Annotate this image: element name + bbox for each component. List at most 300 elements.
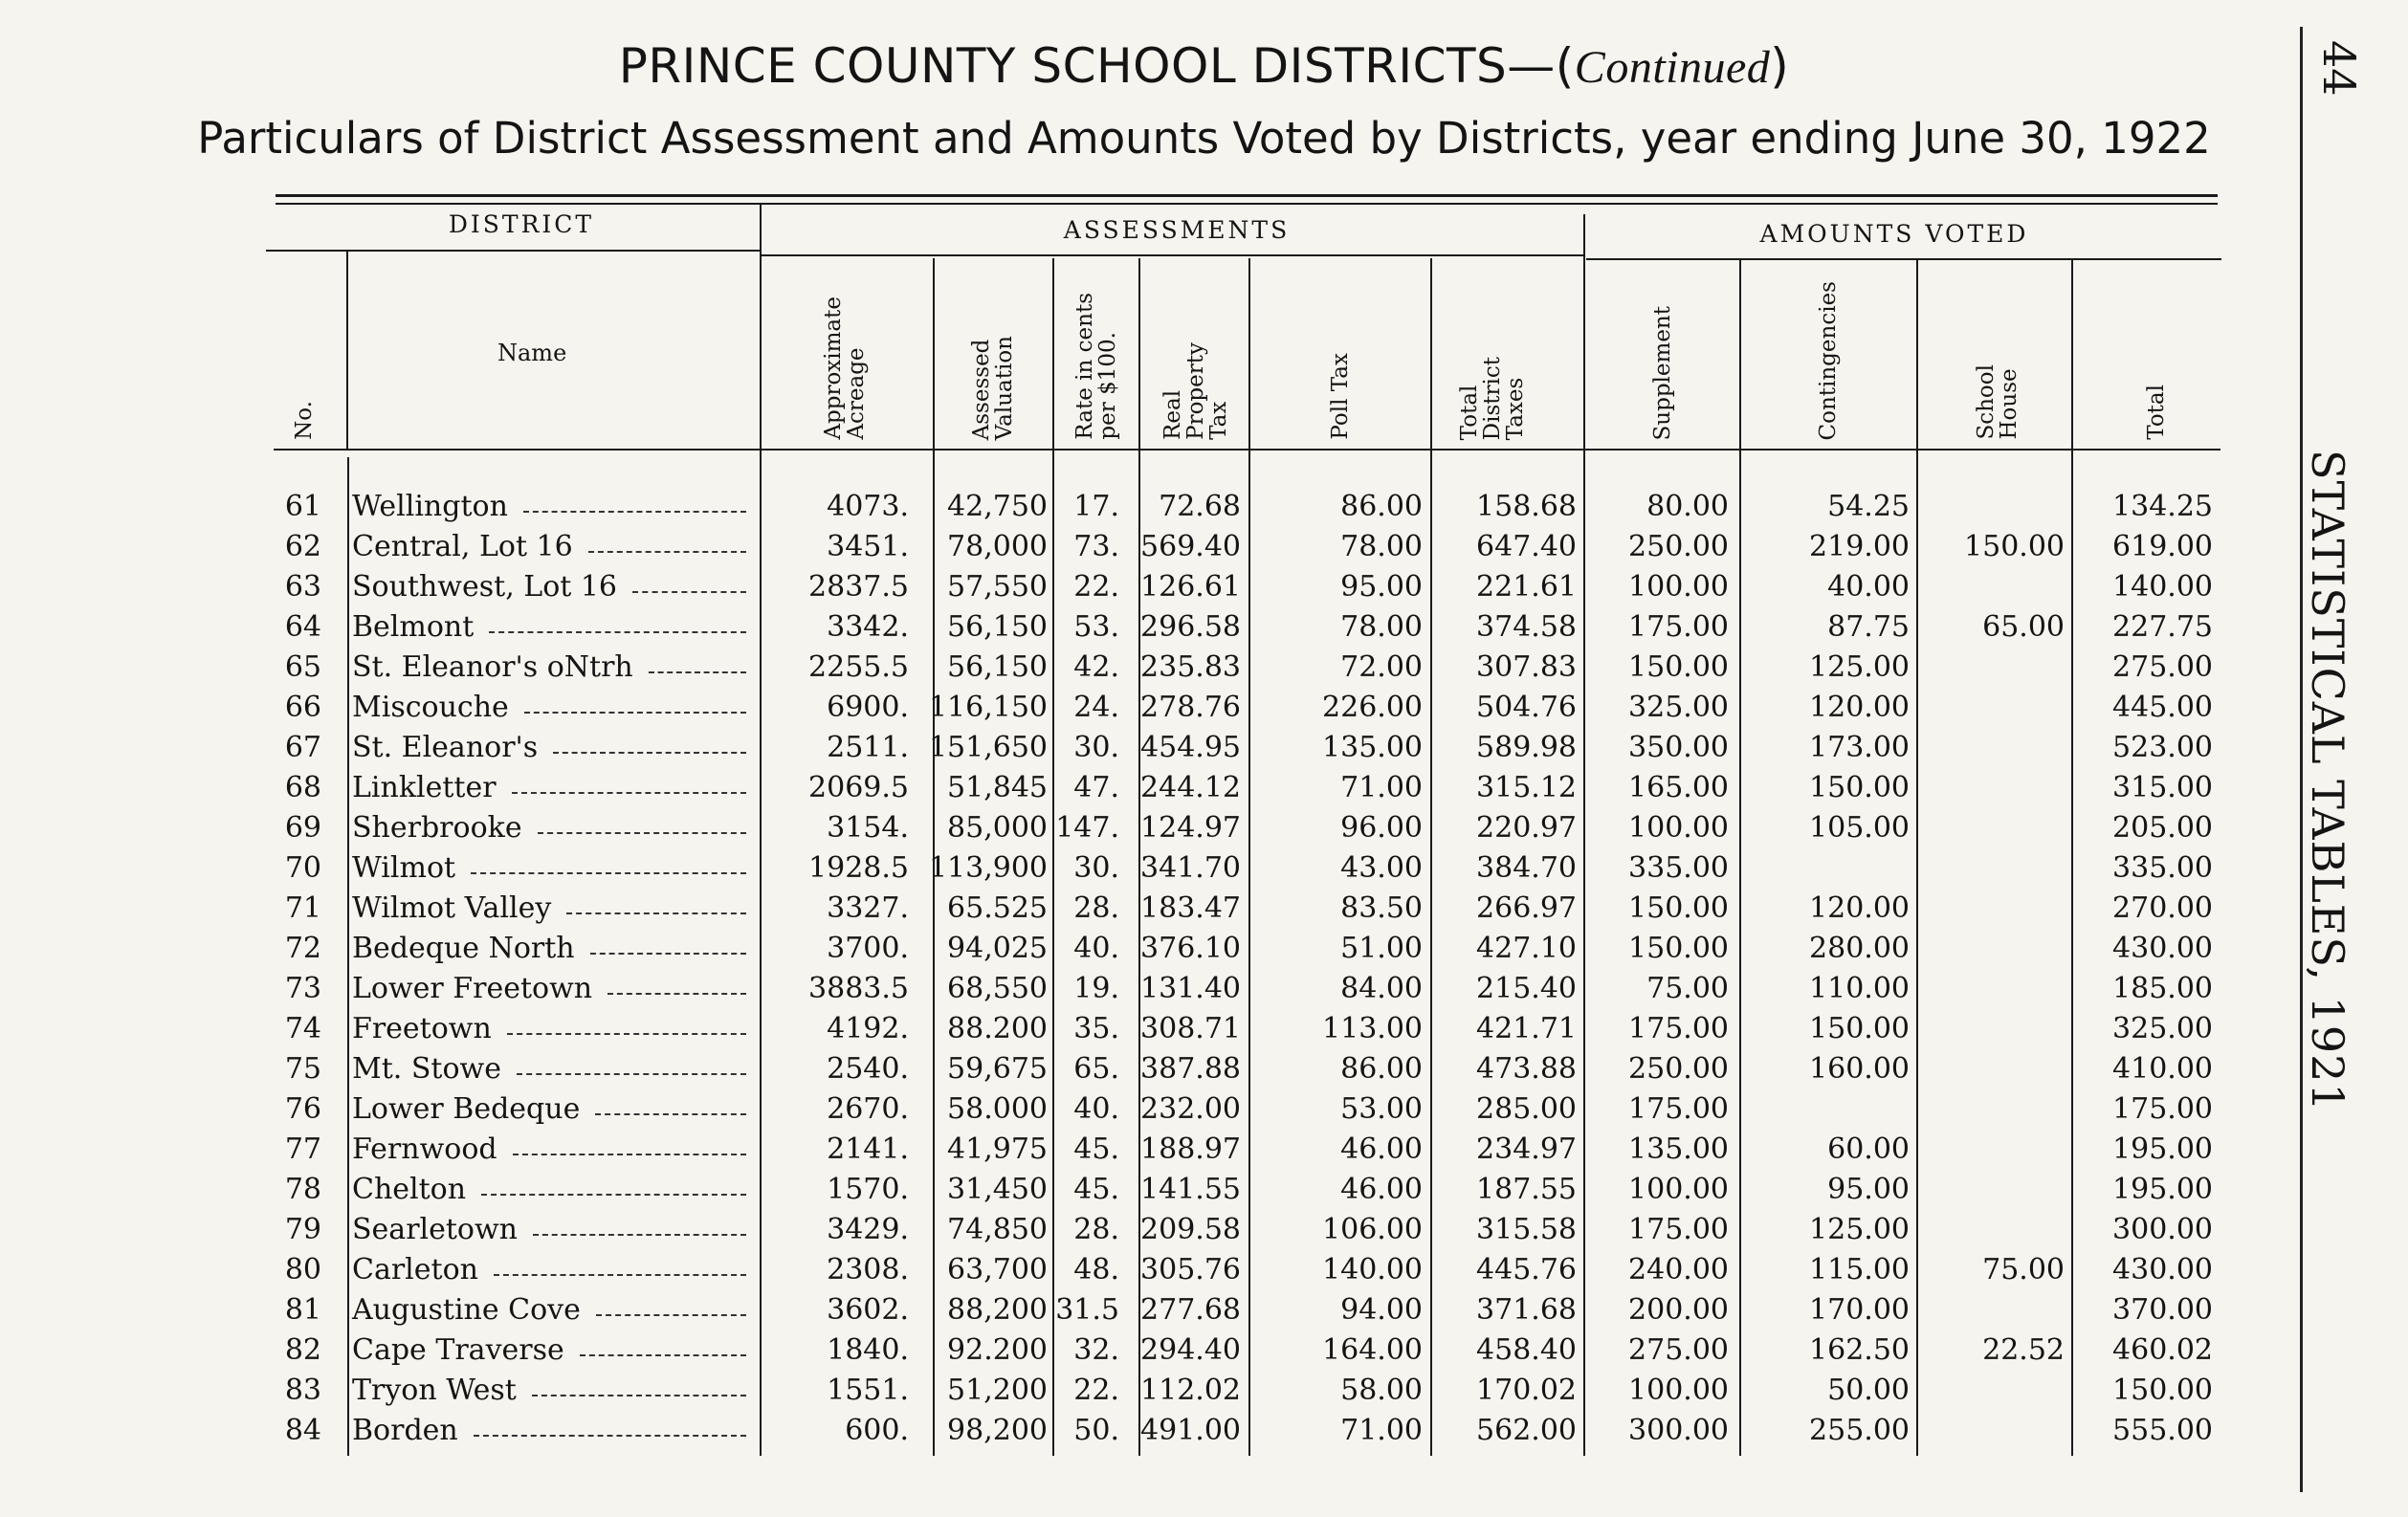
acreage-cell: 2255.5 xyxy=(808,650,909,684)
leader-dashes xyxy=(533,1234,746,1236)
table-row xyxy=(0,932,2296,972)
real-tax-cell: 232.00 xyxy=(1140,1092,1241,1126)
real-tax-cell: 141.55 xyxy=(1140,1173,1241,1206)
district-name: Cape Traverse xyxy=(352,1333,564,1367)
total-taxes-cell: 421.71 xyxy=(1476,1012,1577,1045)
acreage-cell: 2511. xyxy=(827,731,909,764)
district-name: Tryon West xyxy=(352,1374,517,1407)
row-number: 63 xyxy=(284,570,321,604)
col-header-supplement: Supplement xyxy=(1650,305,1675,440)
total-cell: 325.00 xyxy=(2112,1012,2213,1045)
acreage-cell: 3429. xyxy=(827,1213,909,1246)
valuation-cell: 51,200 xyxy=(947,1374,1048,1407)
valuation-cell: 56,150 xyxy=(947,650,1048,684)
supplement-cell: 75.00 xyxy=(1646,972,1729,1005)
acreage-cell: 3327. xyxy=(827,891,909,925)
leader-dashes xyxy=(523,511,746,513)
real-tax-cell: 491.00 xyxy=(1140,1414,1241,1447)
supplement-cell: 150.00 xyxy=(1628,650,1729,684)
table-row xyxy=(0,610,2296,650)
table-row xyxy=(0,1012,2296,1052)
total-cell: 227.75 xyxy=(2112,610,2213,644)
district-name: Miscouche xyxy=(352,691,509,724)
row-number: 78 xyxy=(284,1173,321,1206)
supplement-cell: 335.00 xyxy=(1628,851,1729,885)
poll-tax-cell: 72.00 xyxy=(1340,650,1423,684)
acreage-cell: 1840. xyxy=(827,1333,909,1367)
total-cell: 523.00 xyxy=(2112,731,2213,764)
valuation-cell: 63,700 xyxy=(947,1253,1048,1286)
contingencies-cell: 219.00 xyxy=(1809,530,1910,563)
leader-dashes xyxy=(580,1354,746,1356)
rate-cell: 47. xyxy=(1073,771,1119,804)
school-house-cell: 22.52 xyxy=(1982,1333,2065,1367)
supplement-cell: 150.00 xyxy=(1628,891,1729,925)
total-taxes-cell: 504.76 xyxy=(1476,691,1577,724)
real-tax-cell: 387.88 xyxy=(1140,1052,1241,1086)
supplement-cell: 165.00 xyxy=(1628,771,1729,804)
supplement-cell: 250.00 xyxy=(1628,530,1729,563)
contingencies-cell: 40.00 xyxy=(1827,570,1910,604)
row-number: 80 xyxy=(284,1253,321,1286)
row-number: 79 xyxy=(284,1213,321,1246)
contingencies-cell: 150.00 xyxy=(1809,1012,1910,1045)
district-name: Lower Freetown xyxy=(352,972,593,1005)
contingencies-cell: 150.00 xyxy=(1809,771,1910,804)
table-row xyxy=(0,570,2296,610)
district-name: Central, Lot 16 xyxy=(352,530,573,563)
total-taxes-cell: 384.70 xyxy=(1476,851,1577,885)
col-divider xyxy=(346,251,348,450)
row-number: 65 xyxy=(284,650,321,684)
poll-tax-cell: 46.00 xyxy=(1340,1173,1423,1206)
leader-dashes xyxy=(538,832,746,834)
row-number: 77 xyxy=(284,1132,321,1166)
group-district: DISTRICT xyxy=(448,210,595,238)
real-tax-cell: 112.02 xyxy=(1140,1374,1241,1407)
row-number: 73 xyxy=(284,972,321,1005)
acreage-cell: 3451. xyxy=(827,530,909,563)
acreage-cell: 4073. xyxy=(827,490,909,523)
acreage-cell: 3342. xyxy=(827,610,909,644)
assessments-group-rule xyxy=(762,254,1584,256)
row-number: 83 xyxy=(284,1374,321,1407)
rate-cell: 147. xyxy=(1055,811,1119,845)
table-row xyxy=(0,1132,2296,1173)
valuation-cell: 98,200 xyxy=(947,1414,1048,1447)
row-number: 68 xyxy=(284,771,321,804)
real-tax-cell: 569.40 xyxy=(1140,530,1241,563)
acreage-cell: 3602. xyxy=(827,1293,909,1327)
title-close: ) xyxy=(1770,38,1790,94)
table-row xyxy=(0,1333,2296,1374)
group-amounts-voted: AMOUNTS VOTED xyxy=(1759,220,2029,248)
leader-dashes xyxy=(512,792,746,794)
col-header-rate-wrap xyxy=(1070,268,1127,440)
table-row xyxy=(0,490,2296,530)
col-header-rate: Rate in cents per $100. xyxy=(1072,293,1120,440)
real-tax-cell: 183.47 xyxy=(1140,891,1241,925)
col-header-real-property-tax: Real Property Tax xyxy=(1160,342,1231,440)
leader-dashes xyxy=(524,712,746,714)
total-taxes-cell: 215.40 xyxy=(1476,972,1577,1005)
col-header-supplement-wrap xyxy=(1647,277,1686,440)
total-taxes-cell: 647.40 xyxy=(1476,530,1577,563)
total-cell: 445.00 xyxy=(2112,691,2213,724)
table-row xyxy=(0,1293,2296,1333)
rate-cell: 30. xyxy=(1073,731,1119,764)
leader-dashes xyxy=(588,551,746,553)
valuation-cell: 68,550 xyxy=(947,972,1048,1005)
real-tax-cell: 278.76 xyxy=(1140,691,1241,724)
total-cell: 619.00 xyxy=(2112,530,2213,563)
supplement-cell: 100.00 xyxy=(1628,1374,1729,1407)
page-title xyxy=(0,38,2408,94)
poll-tax-cell: 43.00 xyxy=(1340,851,1423,885)
table-row xyxy=(0,1414,2296,1454)
rate-cell: 22. xyxy=(1073,570,1119,604)
contingencies-cell: 115.00 xyxy=(1809,1253,1910,1286)
row-number: 64 xyxy=(284,610,321,644)
total-taxes-cell: 473.88 xyxy=(1476,1052,1577,1086)
total-taxes-cell: 445.76 xyxy=(1476,1253,1577,1286)
valuation-cell: 58.000 xyxy=(947,1092,1048,1126)
district-name: St. Eleanor's oNtrh xyxy=(352,650,633,684)
rate-cell: 50. xyxy=(1073,1414,1119,1447)
poll-tax-cell: 164.00 xyxy=(1322,1333,1423,1367)
row-number: 62 xyxy=(284,530,321,563)
supplement-cell: 175.00 xyxy=(1628,1213,1729,1246)
valuation-cell: 51,845 xyxy=(947,771,1048,804)
total-cell: 195.00 xyxy=(2112,1132,2213,1166)
poll-tax-cell: 53.00 xyxy=(1340,1092,1423,1126)
leader-dashes xyxy=(471,872,746,874)
total-cell: 185.00 xyxy=(2112,972,2213,1005)
district-name: Mt. Stowe xyxy=(352,1052,501,1086)
real-tax-cell: 244.12 xyxy=(1140,771,1241,804)
col-header-valuation: Assessed Valuation xyxy=(969,335,1017,440)
header-bottom-rule xyxy=(274,449,2220,451)
total-taxes-cell: 234.97 xyxy=(1476,1132,1577,1166)
col-header-acreage-wrap xyxy=(818,268,875,440)
total-cell: 275.00 xyxy=(2112,650,2213,684)
valuation-cell: 74,850 xyxy=(947,1213,1048,1246)
table-row xyxy=(0,1374,2296,1414)
leader-dashes xyxy=(632,591,746,593)
supplement-cell: 325.00 xyxy=(1628,691,1729,724)
table-row xyxy=(0,972,2296,1012)
col-header-real-tax-wrap xyxy=(1158,277,1234,440)
total-taxes-cell: 158.68 xyxy=(1476,490,1577,523)
rate-cell: 32. xyxy=(1073,1333,1119,1367)
leader-dashes xyxy=(590,953,746,955)
poll-tax-cell: 71.00 xyxy=(1340,1414,1423,1447)
contingencies-cell: 105.00 xyxy=(1809,811,1910,845)
total-cell: 370.00 xyxy=(2112,1293,2213,1327)
rate-cell: 45. xyxy=(1073,1173,1119,1206)
district-name: Lower Bedeque xyxy=(352,1092,581,1126)
poll-tax-cell: 95.00 xyxy=(1340,570,1423,604)
school-house-cell: 150.00 xyxy=(1964,530,2065,563)
real-tax-cell: 277.68 xyxy=(1140,1293,1241,1327)
rate-cell: 65. xyxy=(1073,1052,1119,1086)
acreage-cell: 2670. xyxy=(827,1092,909,1126)
poll-tax-cell: 135.00 xyxy=(1322,731,1423,764)
rate-cell: 30. xyxy=(1073,851,1119,885)
total-cell: 195.00 xyxy=(2112,1173,2213,1206)
real-tax-cell: 296.58 xyxy=(1140,610,1241,644)
valuation-cell: 31,450 xyxy=(947,1173,1048,1206)
page-subtitle: Particulars of District Assessment and Amounts Voted by Districts, year ending June 30, 1922 xyxy=(197,113,2211,164)
acreage-cell: 2141. xyxy=(827,1132,909,1166)
contingencies-cell: 120.00 xyxy=(1809,691,1910,724)
supplement-cell: 250.00 xyxy=(1628,1052,1729,1086)
contingencies-cell: 54.25 xyxy=(1827,490,1910,523)
contingencies-cell: 160.00 xyxy=(1809,1052,1910,1086)
leader-dashes xyxy=(489,631,746,633)
side-running-title: STATISTICAL TABLES, 1921 xyxy=(2302,450,2353,1112)
poll-tax-cell: 71.00 xyxy=(1340,771,1423,804)
contingencies-cell: 87.75 xyxy=(1827,610,1910,644)
total-taxes-cell: 562.00 xyxy=(1476,1414,1577,1447)
school-house-cell: 65.00 xyxy=(1982,610,2065,644)
leader-dashes xyxy=(513,1154,746,1155)
valuation-cell: 57,550 xyxy=(947,570,1048,604)
valuation-cell: 42,750 xyxy=(947,490,1048,523)
table-row xyxy=(0,731,2296,771)
col-header-no: No. xyxy=(292,401,317,440)
row-number: 72 xyxy=(284,932,321,965)
leader-dashes xyxy=(474,1435,746,1437)
poll-tax-cell: 86.00 xyxy=(1340,490,1423,523)
row-number: 66 xyxy=(284,691,321,724)
district-name: Searletown xyxy=(352,1213,518,1246)
acreage-cell: 1928.5 xyxy=(808,851,909,885)
district-group-rule xyxy=(266,250,760,252)
contingencies-cell: 125.00 xyxy=(1809,650,1910,684)
district-name: Borden xyxy=(352,1414,458,1447)
valuation-cell: 151,650 xyxy=(928,731,1048,764)
leader-dashes xyxy=(532,1395,746,1396)
row-number: 61 xyxy=(284,490,321,523)
leader-dashes xyxy=(566,912,746,914)
supplement-cell: 80.00 xyxy=(1646,490,1729,523)
district-name: St. Eleanor's xyxy=(352,731,539,764)
supplement-cell: 350.00 xyxy=(1628,731,1729,764)
col-header-name: Name xyxy=(497,340,567,366)
total-taxes-cell: 374.58 xyxy=(1476,610,1577,644)
rate-cell: 48. xyxy=(1073,1253,1119,1286)
contingencies-cell: 120.00 xyxy=(1809,891,1910,925)
supplement-cell: 275.00 xyxy=(1628,1333,1729,1367)
poll-tax-cell: 84.00 xyxy=(1340,972,1423,1005)
supplement-cell: 100.00 xyxy=(1628,570,1729,604)
contingencies-cell: 173.00 xyxy=(1809,731,1910,764)
total-taxes-cell: 315.12 xyxy=(1476,771,1577,804)
col-header-school-house: School House xyxy=(1974,364,2021,440)
table-row xyxy=(0,771,2296,811)
col-header-contingencies: Contingencies xyxy=(1816,280,1841,440)
contingencies-cell: 95.00 xyxy=(1827,1173,1910,1206)
table-row xyxy=(0,1173,2296,1213)
valuation-cell: 78,000 xyxy=(947,530,1048,563)
total-taxes-cell: 458.40 xyxy=(1476,1333,1577,1367)
poll-tax-cell: 140.00 xyxy=(1322,1253,1423,1286)
row-number: 75 xyxy=(284,1052,321,1086)
real-tax-cell: 126.61 xyxy=(1140,570,1241,604)
leader-dashes xyxy=(517,1073,746,1075)
row-number: 81 xyxy=(284,1293,321,1327)
table-row xyxy=(0,811,2296,851)
district-name: Carleton xyxy=(352,1253,478,1286)
valuation-cell: 88.200 xyxy=(947,1012,1048,1045)
col-header-no-wrap xyxy=(287,363,325,440)
total-cell: 430.00 xyxy=(2112,1253,2213,1286)
leader-dashes xyxy=(596,1314,746,1316)
title-italic: Continued xyxy=(1574,42,1771,93)
contingencies-cell: 162.50 xyxy=(1809,1333,1910,1367)
table-row xyxy=(0,891,2296,932)
total-cell: 140.00 xyxy=(2112,570,2213,604)
total-taxes-cell: 589.98 xyxy=(1476,731,1577,764)
leader-dashes xyxy=(595,1113,746,1115)
district-name: Wellington xyxy=(352,490,508,523)
acreage-cell: 3700. xyxy=(827,932,909,965)
row-number: 67 xyxy=(284,731,321,764)
total-cell: 410.00 xyxy=(2112,1052,2213,1086)
acreage-cell: 2540. xyxy=(827,1052,909,1086)
district-name: Belmont xyxy=(352,610,475,644)
table-row xyxy=(0,1092,2296,1132)
rate-cell: 22. xyxy=(1073,1374,1119,1407)
real-tax-cell: 72.68 xyxy=(1159,490,1241,523)
rate-cell: 31.5 xyxy=(1055,1293,1119,1327)
acreage-cell: 2837.5 xyxy=(808,570,909,604)
group-assessments: ASSESSMENTS xyxy=(1063,216,1291,244)
poll-tax-cell: 106.00 xyxy=(1322,1213,1423,1246)
contingencies-cell: 170.00 xyxy=(1809,1293,1910,1327)
contingencies-cell: 280.00 xyxy=(1809,932,1910,965)
acreage-cell: 1570. xyxy=(827,1173,909,1206)
total-taxes-cell: 371.68 xyxy=(1476,1293,1577,1327)
supplement-cell: 300.00 xyxy=(1628,1414,1729,1447)
district-name: Freetown xyxy=(352,1012,492,1045)
col-header-poll-tax: Poll Tax xyxy=(1328,353,1353,440)
valuation-cell: 65.525 xyxy=(947,891,1048,925)
real-tax-cell: 294.40 xyxy=(1140,1333,1241,1367)
row-number: 76 xyxy=(284,1092,321,1126)
supplement-cell: 100.00 xyxy=(1628,1173,1729,1206)
valuation-cell: 41,975 xyxy=(947,1132,1048,1166)
rate-cell: 28. xyxy=(1073,1213,1119,1246)
total-taxes-cell: 307.83 xyxy=(1476,650,1577,684)
real-tax-cell: 188.97 xyxy=(1140,1132,1241,1166)
contingencies-cell: 125.00 xyxy=(1809,1213,1910,1246)
district-name: Bedeque North xyxy=(352,932,575,965)
district-name: Fernwood xyxy=(352,1132,497,1166)
acreage-cell: 2308. xyxy=(827,1253,909,1286)
acreage-cell: 2069.5 xyxy=(808,771,909,804)
district-name: Sherbrooke xyxy=(352,811,522,845)
title-main: PRINCE COUNTY SCHOOL DISTRICTS—( xyxy=(618,38,1575,94)
poll-tax-cell: 58.00 xyxy=(1340,1374,1423,1407)
rate-cell: 19. xyxy=(1073,972,1119,1005)
contingencies-cell: 50.00 xyxy=(1827,1374,1910,1407)
supplement-cell: 175.00 xyxy=(1628,1092,1729,1126)
supplement-cell: 240.00 xyxy=(1628,1253,1729,1286)
rate-cell: 17. xyxy=(1073,490,1119,523)
page-number: 44 xyxy=(2313,40,2365,97)
real-tax-cell: 376.10 xyxy=(1140,932,1241,965)
supplement-cell: 175.00 xyxy=(1628,1012,1729,1045)
total-cell: 460.02 xyxy=(2112,1333,2213,1367)
rate-cell: 42. xyxy=(1073,650,1119,684)
poll-tax-cell: 94.00 xyxy=(1340,1293,1423,1327)
poll-tax-cell: 113.00 xyxy=(1322,1012,1423,1045)
contingencies-cell: 60.00 xyxy=(1827,1132,1910,1166)
supplement-cell: 200.00 xyxy=(1628,1293,1729,1327)
district-name: Wilmot xyxy=(352,851,456,885)
total-cell: 555.00 xyxy=(2112,1414,2213,1447)
rate-cell: 35. xyxy=(1073,1012,1119,1045)
col-header-total: Total xyxy=(2144,385,2169,440)
col-header-total-district-taxes: Total District Taxes xyxy=(1457,356,1528,440)
valuation-cell: 88,200 xyxy=(947,1293,1048,1327)
col-header-total-taxes-wrap xyxy=(1454,287,1531,440)
total-taxes-cell: 221.61 xyxy=(1476,570,1577,604)
table-top-rule xyxy=(276,194,2218,197)
real-tax-cell: 124.97 xyxy=(1140,811,1241,845)
valuation-cell: 56,150 xyxy=(947,610,1048,644)
amounts-group-rule xyxy=(1586,258,2221,260)
total-taxes-cell: 315.58 xyxy=(1476,1213,1577,1246)
rate-cell: 45. xyxy=(1073,1132,1119,1166)
supplement-cell: 150.00 xyxy=(1628,932,1729,965)
total-taxes-cell: 170.02 xyxy=(1476,1374,1577,1407)
total-cell: 205.00 xyxy=(2112,811,2213,845)
acreage-cell: 3883.5 xyxy=(808,972,909,1005)
total-cell: 335.00 xyxy=(2112,851,2213,885)
table-row xyxy=(0,650,2296,691)
district-name: Wilmot Valley xyxy=(352,891,552,925)
total-taxes-cell: 285.00 xyxy=(1476,1092,1577,1126)
total-cell: 270.00 xyxy=(2112,891,2213,925)
acreage-cell: 4192. xyxy=(827,1012,909,1045)
supplement-cell: 175.00 xyxy=(1628,610,1729,644)
poll-tax-cell: 96.00 xyxy=(1340,811,1423,845)
real-tax-cell: 235.83 xyxy=(1140,650,1241,684)
row-number: 84 xyxy=(284,1414,321,1447)
real-tax-cell: 341.70 xyxy=(1140,851,1241,885)
col-header-acreage: Approximate Acreage xyxy=(821,297,869,440)
total-cell: 134.25 xyxy=(2112,490,2213,523)
real-tax-cell: 454.95 xyxy=(1140,731,1241,764)
row-number: 71 xyxy=(284,891,321,925)
valuation-cell: 94,025 xyxy=(947,932,1048,965)
leader-dashes xyxy=(481,1194,746,1196)
district-name: Augustine Cove xyxy=(352,1293,581,1327)
table-row xyxy=(0,1253,2296,1293)
total-taxes-cell: 427.10 xyxy=(1476,932,1577,965)
poll-tax-cell: 46.00 xyxy=(1340,1132,1423,1166)
col-header-poll-tax-wrap xyxy=(1325,287,1363,440)
valuation-cell: 85,000 xyxy=(947,811,1048,845)
table-row xyxy=(0,1213,2296,1253)
leader-dashes xyxy=(553,752,746,754)
district-name: Chelton xyxy=(352,1173,467,1206)
contingencies-cell: 110.00 xyxy=(1809,972,1910,1005)
rate-cell: 24. xyxy=(1073,691,1119,724)
